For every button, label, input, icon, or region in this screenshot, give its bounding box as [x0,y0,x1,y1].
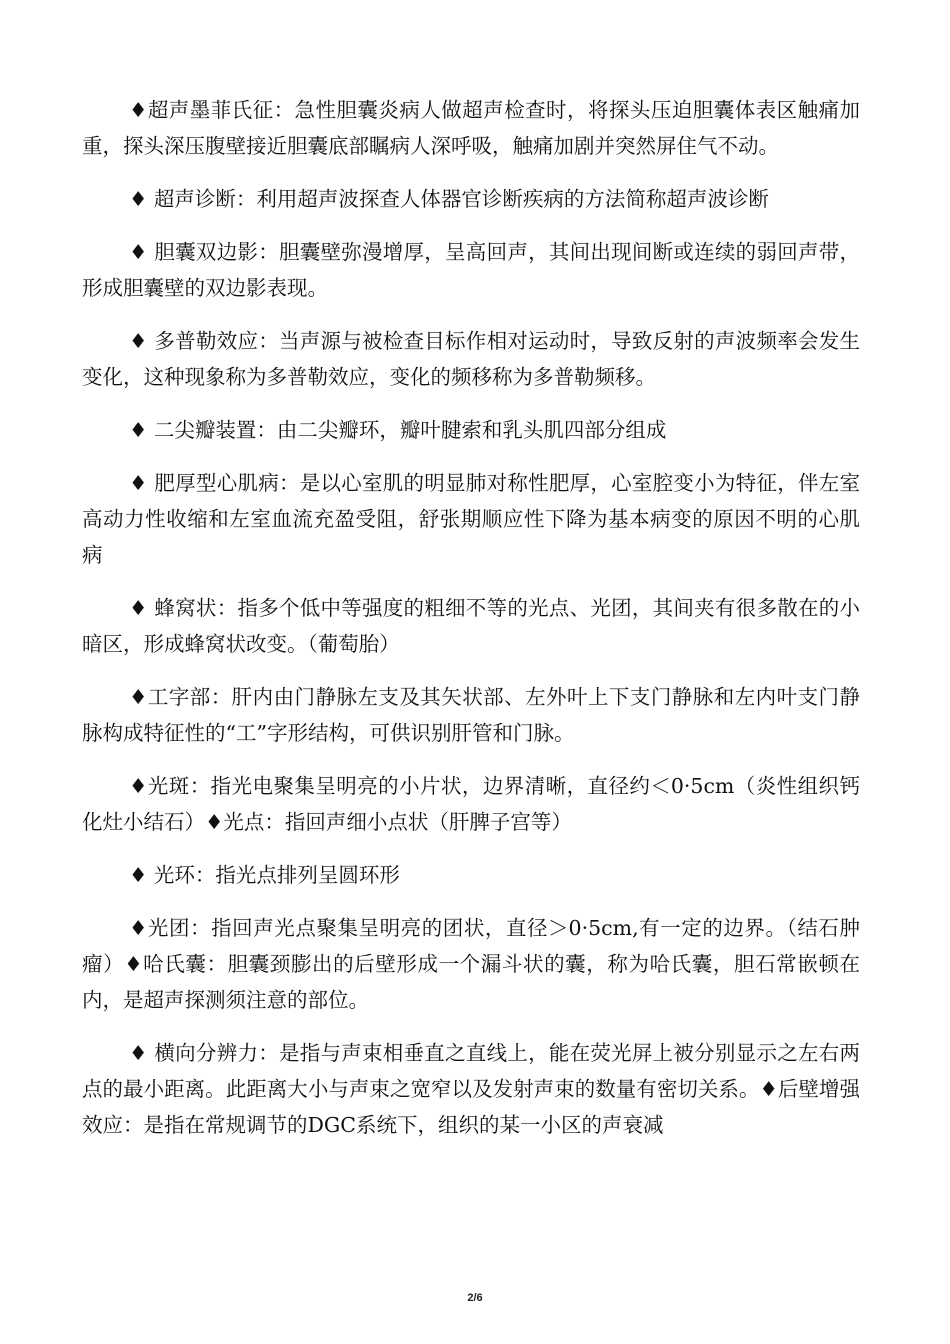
paragraph-doppler-effect: ♦ 多普勒效应：当声源与被检查目标作相对运动时，导致反射的声波频率会发生变化，这种现象称为多普勒效应，变化的频移称为多普勒频移。 [82,329,860,389]
paragraph-h-shape: ♦工字部：肝内由门静脉左支及其矢状部、左外叶上下支门静脉和左内叶支门静脉构成特征性的“工”字形结构，可供识别肝管和门脉。 [82,685,860,745]
paragraph-mitral-apparatus: ♦ 二尖瓣装置：由二尖瓣环，瓣叶腱索和乳头肌四部分组成 [129,418,667,442]
paragraph-ultrasound-diagnosis: ♦ 超声诊断：利用超声波探查人体器官诊断疾病的方法简称超声波诊断 [129,187,769,211]
page-number: 2/6 [467,1292,483,1304]
paragraph-gallbladder-double-contour: ♦ 胆囊双边影：胆囊壁弥漫增厚，呈高回声，其间出现间断或连续的弱回声带，形成胆囊壁的双边影表现。 [82,240,860,300]
paragraph-light-ring: ♦ 光环：指光点排列呈圆环形 [129,863,400,887]
paragraph-lateral-resolution: ♦ 横向分辨力：是指与声束相垂直之直线上，能在荧光屏上被分别显示之左右两点的最小距离。此距离大小与声束之宽窄以及发射声束的数量有密切关系。♦后壁增强效应：是指在常规调节的DGC系统下，组织的某一小区的声衰减 [82,1041,860,1137]
paragraph-murphy-sign: ♦超声墨菲氏征：急性胆囊炎病人做超声检查时，将探头压迫胆囊体表区触痛加重，探头深压腹壁接近胆囊底部瞩病人深呼吸，触痛加剧并突然屏住气不动。 [82,98,860,158]
paragraph-light-mass: ♦光团：指回声光点聚集呈明亮的团状，直径＞0·5cm,有一定的边界。（结石肿瘤）♦哈氏囊：胆囊颈膨出的后壁形成一个漏斗状的囊，称为哈氏囊，胆石常嵌顿在内，是超声探测须注意的部位。 [82,916,860,1012]
paragraph-honeycomb: ♦ 蜂窝状：指多个低中等强度的粗细不等的光点、光团，其间夹有很多散在的小暗区，形成蜂窝状改变。（葡萄胎） [82,596,860,656]
paragraph-light-spot: ♦光斑：指光电聚集呈明亮的小片状，边界清晰，直径约＜0·5cm（炎性组织钙化灶小结石）♦光点：指回声细小点状（肝脾子宫等） [82,774,860,834]
paragraph-hypertrophic-cardiomyopathy: ♦ 肥厚型心肌病：是以心室肌的明显肺对称性肥厚，心室腔变小为特征，伴左室高动力性收缩和左室血流充盈受阻，舒张期顺应性下降为基本病变的原因不明的心肌病 [82,471,860,567]
document-body [82,92,860,1160]
